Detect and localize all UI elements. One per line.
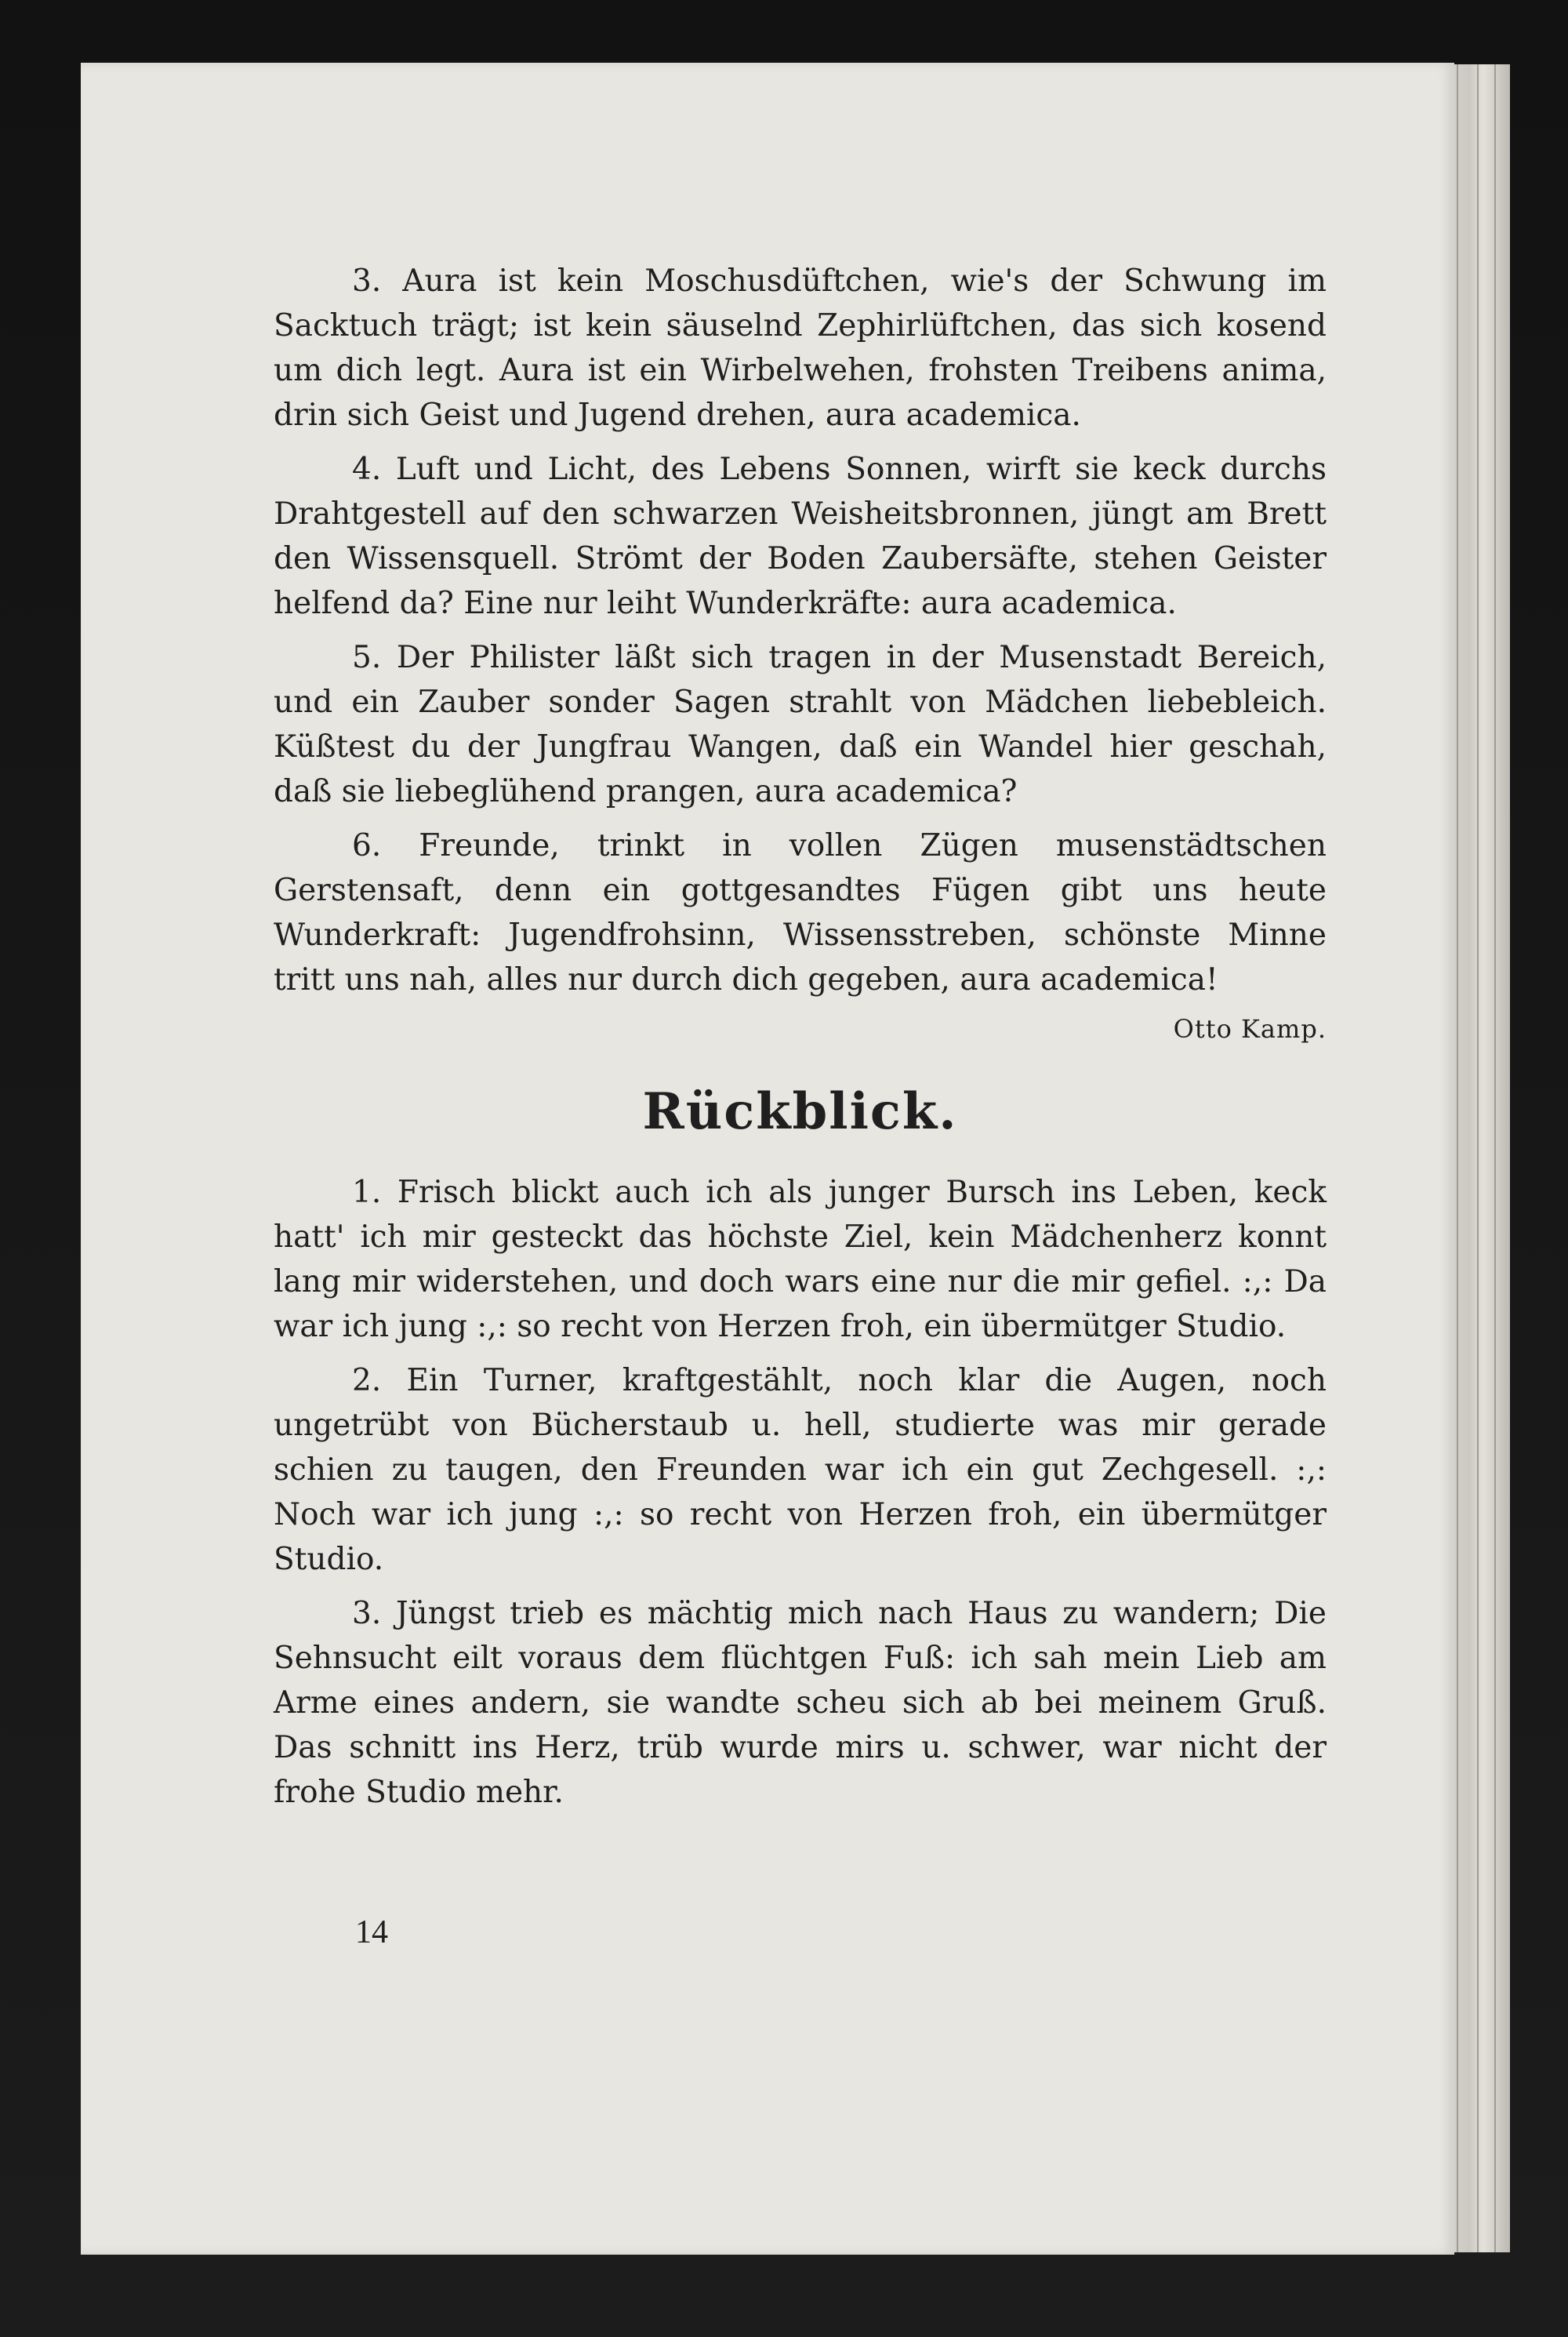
- page-text: [274, 259, 1327, 1824]
- stanza: 3. Jüngst trieb es mächtig mich nach Haus zu wandern; Die Sehnsucht eilt voraus dem flüchtgen Fuß: ich sah mein Lieb am Arme eines andern, sie wandte scheu sich ab bei meinem Gruß. Das schnitt ins Herz, trüb wurde mirs u. schwer, war nicht der frohe Studio mehr.: [274, 1596, 1327, 1810]
- stanza: 3. Aura ist kein Moschusdüftchen, wie's der Schwung im Sacktuch trägt; ist kein säuselnd Zephirlüftchen, das sich kosend um dich legt. Aura ist ein Wirbelwehen, frohsten Treibens anima, drin sich Geist und Jugend drehen, aura academica.: [274, 264, 1327, 433]
- page-edge-line: [1457, 64, 1458, 2252]
- stanza: 1. Frisch blickt auch ich als junger Bursch ins Leben, keck hatt' ich mir gesteckt das höchste Ziel, kein Mädchenherz konnt lang mir widerstehen, und doch wars eine nur die mir gefiel. :,: Da war ich jung :,: so recht von Herzen froh, ein übermütger Studio.: [274, 1175, 1327, 1344]
- page-edge-line: [1477, 64, 1479, 2252]
- stanza: 6. Freunde, trinkt in vollen Zügen musenstädtschen Gerstensaft, denn ein gottgesandtes Fügen gibt uns heute Wunderkraft: Jugendfrohsinn, Wissensstreben, schönste Minne tritt uns nah, alles nur durch dich gegeben, aura academica!: [274, 828, 1327, 998]
- author-signature: Otto Kamp.: [1173, 1014, 1327, 1044]
- stanza: 2. Ein Turner, kraftgestählt, noch klar die Augen, noch ungetrübt von Bücherstaub u. hell, studierte was mir gerade schien zu taugen, den Freunden war ich ein gut Zechgesell. :,: Noch war ich jung :,: so recht von Herzen froh, ein übermütger Studio.: [274, 1363, 1327, 1577]
- stanza: 5. Der Philister läßt sich tragen in der Musenstadt Bereich, und ein Zauber sonder Sagen strahlt von Mädchen liebebleich. Küßtest du der Jungfrau Wangen, daß ein Wandel hier geschah, daß sie liebeglühend prangen, aura academica?: [274, 640, 1327, 809]
- page-number: 14: [355, 1914, 388, 1950]
- poem-title: Rückblick.: [642, 1082, 958, 1141]
- page-edge-line: [1494, 64, 1496, 2252]
- stanza: 4. Luft und Licht, des Lebens Sonnen, wirft sie keck durchs Drahtgestell auf den schwarzen Weisheitsbronnen, jüngt am Brett den Wissensquell. Strömt der Boden Zaubersäfte, stehen Geister helfend da? Eine nur leiht Wunderkräfte: aura academica.: [274, 452, 1327, 621]
